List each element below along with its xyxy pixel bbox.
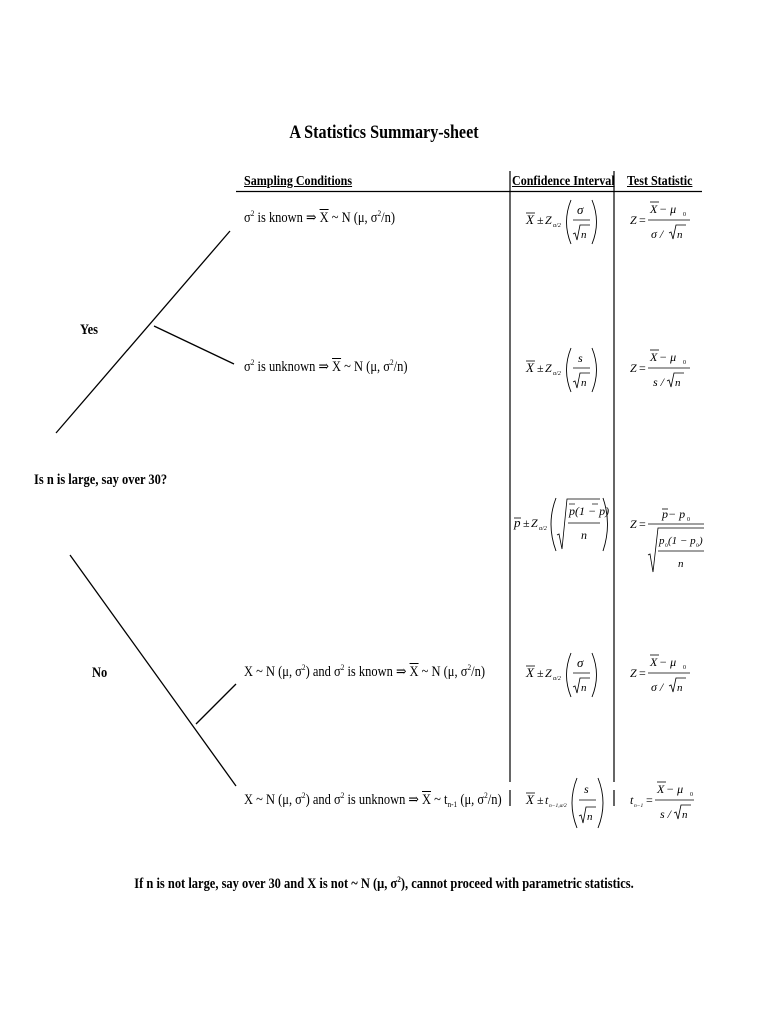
ci-right-paren	[592, 653, 597, 697]
ts-num-sub: 0	[690, 792, 693, 798]
ci-pm: ±	[537, 793, 544, 807]
ci-pm: ±	[537, 666, 544, 680]
ts-den-close: )	[699, 535, 703, 547]
ts-num-xbar: X	[657, 782, 665, 796]
ts-eq: =	[639, 517, 646, 531]
ci-left-paren	[551, 498, 556, 551]
header-confidence-interval: Confidence Interval	[512, 174, 615, 189]
ci-xbar: X	[526, 792, 534, 807]
ci-numerator: σ	[577, 202, 584, 217]
ts-lhs: Z	[630, 666, 637, 680]
no-sub-branch-line	[196, 684, 236, 724]
ts-z-sigma-normal-formula	[628, 649, 698, 701]
ts-num-rest: − μ	[659, 655, 677, 669]
ci-numerator: s	[584, 782, 589, 796]
ts-z-s-formula	[628, 344, 698, 396]
ci-z-subscript: α/2	[553, 223, 561, 229]
ts-den-b: n	[675, 377, 681, 389]
ts-den-a: s /	[660, 807, 672, 821]
condition-sigma-unknown: $\sigma^2$ is unknown ⇒ $\overline{X}$ ~ N (μ, $\sigma^2/n$)	[244, 357, 408, 375]
ts-eq: =	[639, 361, 646, 375]
ci-xbar: X	[526, 665, 534, 680]
ci-z: Z	[545, 361, 552, 375]
ts-lhs: Z	[630, 213, 637, 227]
ts-den-mid: (1 − p	[668, 535, 696, 547]
question-label: Is n is large, say over 30?	[34, 472, 168, 488]
ci-xbar: X	[526, 212, 534, 227]
condition-normal-sigma-known: X ~ N (μ, $\sigma^2$) and $\sigma^2$ is known ⇒ $\overline{X}$ ~ N (μ, $\sigma^2/n$)	[244, 662, 485, 680]
ts-t-formula	[628, 776, 698, 828]
ci-pm: ±	[523, 516, 530, 530]
yes-sub-branch-line	[154, 326, 234, 364]
ts-num-rest: − μ	[666, 782, 684, 796]
ci-denominator: n	[581, 377, 587, 389]
ci-left-paren	[567, 653, 572, 697]
ts-eq: =	[639, 213, 646, 227]
ci-numerator: σ	[577, 655, 584, 670]
ts-den-a: s /	[653, 375, 665, 389]
ts-eq: =	[646, 793, 653, 807]
ci-right-paren	[592, 200, 597, 244]
ts-lhs: Z	[630, 361, 637, 375]
ts-lhs: Z	[630, 517, 637, 531]
ci-denominator: n	[581, 229, 587, 241]
ci-denominator: n	[581, 528, 587, 542]
ci-z-sigma-formula	[524, 196, 604, 248]
ci-z-subscript: α/2	[539, 526, 547, 532]
ts-num-sub: 0	[687, 517, 690, 523]
ci-numerator: s	[578, 351, 583, 365]
yes-label: Yes	[80, 322, 99, 338]
ci-pm: ±	[537, 213, 544, 227]
header-test-statistic: Test Statistic	[627, 174, 693, 189]
ci-z: Z	[531, 516, 538, 530]
ci-left-paren	[572, 778, 577, 828]
footer-note: If n is not large, say over 30 and X is not ~ N (μ, $\sigma^2$), cannot proceed with parametric statistics.	[134, 874, 634, 892]
condition-sigma-known: $\sigma^2$ is known ⇒ $\overline{X}$ ~ N (μ, $\sigma^2/n$)	[244, 208, 396, 226]
ci-pm: ±	[537, 361, 544, 375]
ci-proportion-formula	[512, 495, 612, 555]
ci-z-subscript: α/2	[553, 371, 561, 377]
ts-den-b: n	[677, 682, 683, 694]
ci-left-paren	[567, 200, 572, 244]
ci-z: Z	[545, 666, 552, 680]
ts-lhs: t	[630, 793, 634, 807]
ts-num-sub: 0	[683, 212, 686, 218]
ts-lhs-sub: n−1	[634, 803, 644, 809]
ts-z-sigma-formula	[628, 196, 698, 248]
ts-num-xbar: X	[650, 655, 658, 669]
ts-num-p: p	[662, 507, 668, 521]
ci-phat: p	[514, 515, 521, 530]
ci-numerator: p(1 − p)	[569, 504, 610, 518]
ci-denominator: n	[581, 682, 587, 694]
ci-right-paren	[592, 348, 597, 392]
ts-num-rest: − μ	[659, 202, 677, 216]
ts-num-rest: − p	[668, 507, 686, 521]
ci-z-sigma-normal-formula	[524, 649, 604, 701]
ts-num-rest: − μ	[659, 350, 677, 364]
ci-z-s-formula	[524, 344, 604, 396]
ts-den-a: σ /	[651, 227, 664, 241]
ci-t-subscript: n−1,α/2	[549, 803, 567, 809]
ci-xbar: X	[526, 360, 534, 375]
ci-t: t	[545, 793, 549, 807]
ci-left-paren	[567, 348, 572, 392]
header-sampling-conditions: Sampling Conditions	[244, 174, 353, 189]
ci-z: Z	[545, 213, 552, 227]
ci-z-subscript: α/2	[553, 676, 561, 682]
ci-right-paren	[598, 778, 603, 828]
ts-den-b: n	[677, 229, 683, 241]
ts-num-xbar: X	[650, 350, 658, 364]
ts-num-sub: 0	[683, 360, 686, 366]
ci-t-formula	[524, 776, 606, 832]
page-title: A Statistics Summary-sheet	[289, 122, 479, 143]
no-label: No	[92, 665, 108, 681]
ts-den-mid-sub: 0	[696, 543, 699, 549]
ts-den-p0: p	[659, 535, 665, 547]
ts-eq: =	[639, 666, 646, 680]
ts-den-a: σ /	[651, 680, 664, 694]
ci-denominator: n	[587, 811, 593, 823]
ts-den-b: n	[682, 809, 688, 821]
ts-proportion-formula	[628, 497, 708, 577]
ts-den-n: n	[678, 558, 684, 570]
ts-num-sub: 0	[683, 665, 686, 671]
ts-den-p0-sub: 0	[665, 543, 668, 549]
condition-normal-sigma-unknown: X ~ N (μ, $\sigma^2$) and $\sigma^2$ is unknown ⇒ $\overline{X}$ ~ $t_{n-1}$ (μ, $\sigma^2/n$)	[244, 790, 502, 809]
ts-num-xbar: X	[650, 202, 658, 216]
